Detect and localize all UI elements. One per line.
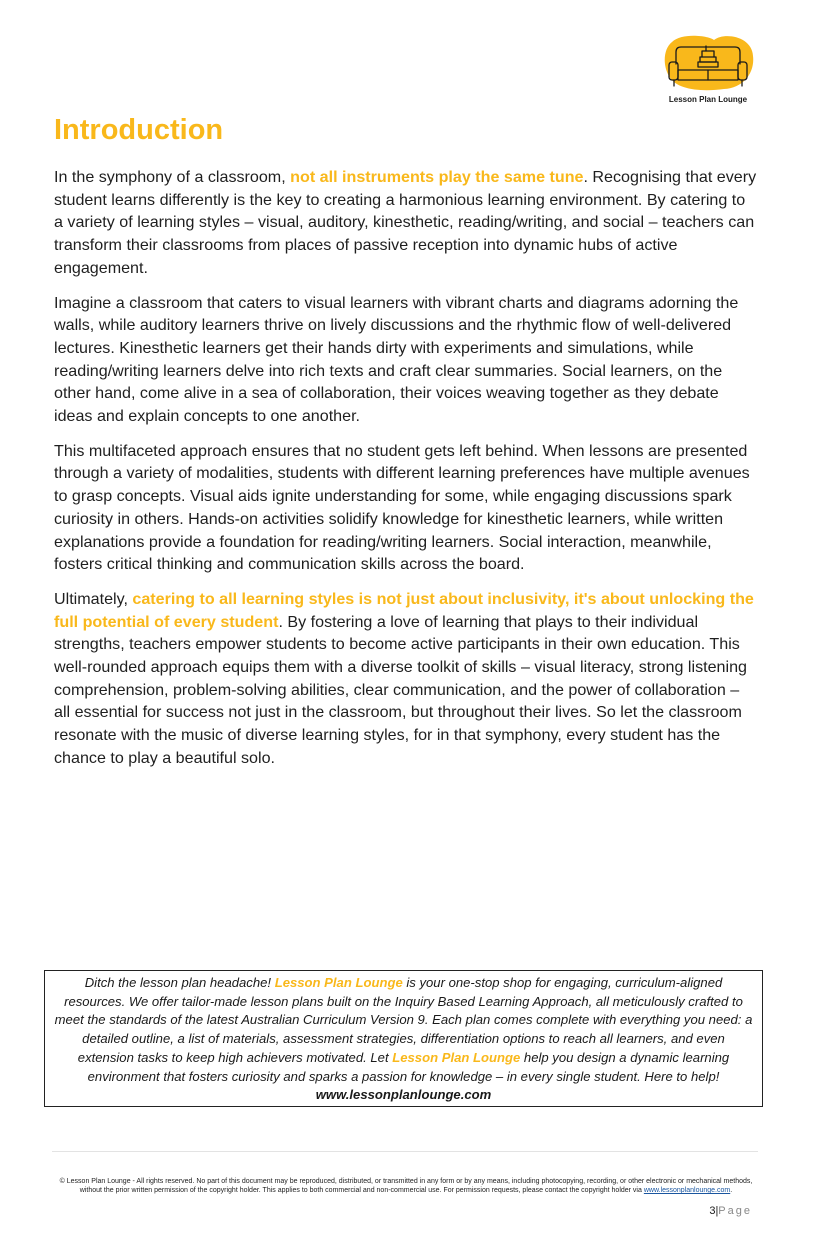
- brand-name: Lesson Plan Lounge: [392, 1049, 521, 1065]
- paragraph-1: [54, 166, 758, 280]
- promo-text: Ditch the lesson plan headache!: [84, 975, 275, 990]
- page-title: Introduction: [54, 114, 224, 146]
- paragraph-text: . By fostering a love of learning that plays to their individual strengths, teachers empower students to become active participants in their own education. This well-rounded approach equips them with a diverse toolkit of skills – visual literacy, strong listening comprehension, problem-solving abilities, clear communication, and the power of collaboration – all essential for success not just in the classroom, but throughout their lives. So let the classroom resonate with the music of diverse learning styles, for in that symphony, every student has the chance to play a beautiful solo.: [54, 612, 747, 767]
- copyright-link[interactable]: www.lessonplanlounge.com: [643, 1187, 731, 1195]
- promo-text: is your one-stop shop for engaging, curriculum-aligned resources. We offer tailor-made lesson plans built on the Inquiry Based Learning Approach, all meticulously crafted to meet the standards of the latest Australian Curriculum Version 9. Each plan comes complete with everything you need: a detailed outline, a list of materials, assessment strategies, differentiation options to reach all learners, and even extension tasks to keep high achievers motivated. Let: [54, 975, 753, 1065]
- body-content: [54, 166, 758, 782]
- paragraph-text: Ultimately,: [54, 589, 133, 608]
- highlight-text: catering to all learning styles is not just about inclusivity, it's about unlocking the full potential of every student: [54, 589, 754, 631]
- copyright-text: © Lesson Plan Lounge - All rights reserved. No part of this document may be reproduced, distributed, or transmitted in any form or by any means, including photocopying, recording, or other electronic or mechanical methods, without the prior written permission of the copyright holder. This applies to both commercial and non-commercial use. For permission requests, please contact the copyright holder via: [59, 1178, 753, 1195]
- paragraph-text: In the symphony of a classroom,: [54, 168, 291, 186]
- brand-name: Lesson Plan Lounge: [274, 975, 403, 990]
- page-number-value: 3: [709, 1205, 716, 1217]
- copyright-notice: [54, 1177, 758, 1196]
- armchair-with-books-icon: [662, 34, 756, 94]
- promo-box: [44, 970, 763, 1107]
- page-separator: |: [715, 1205, 719, 1217]
- paragraph-4: [54, 588, 758, 770]
- paragraph-2: Imagine a classroom that caters to visual learners with vibrant charts and diagrams adorning the walls, while auditory learners thrive on lively discussions and the rhythmic flow of well-delivered lectures. Kinesthetic learners get their hands dirty with experiments and simulations, while reading/writing learners delve into rich texts and craft clear summaries. Social learners, on the other hand, come alive in a sea of collaboration, their voices weaving together as they debate ideas and explain concepts to one another.: [54, 293, 739, 426]
- paragraph-text: . Recognising that every student learns differently is the key to creating a harmonious learning environment. By catering to a variety of learning styles – visual, auditory, kinesthetic, reading/writing, and social – teachers can transform their classrooms from places of passive reception into dynamic hubs of active engagement.: [54, 168, 757, 277]
- page-label: Page: [718, 1205, 752, 1217]
- website-url: www.lessonplanlounge.com: [315, 1087, 492, 1103]
- highlight-text: not all instruments play the same tune: [290, 168, 584, 186]
- logo-text: Lesson Plan Lounge: [668, 95, 748, 104]
- page-number: [680, 1205, 752, 1217]
- footer-divider: [52, 1151, 758, 1152]
- copyright-end: .: [730, 1187, 733, 1195]
- paragraph-3: This multifaceted approach ensures that no student gets left behind. When lessons are presented through a variety of modalities, students with different learning preferences have multiple avenues to grasp concepts. Visual aids ignite understanding for some, while engaging discussions spark curiosity in others. Hands-on activities solidify knowledge for kinesthetic learners, while written explanations provide a foundation for reading/writing learners. Social interaction, meanwhile, fosters critical thinking and communication skills across the board.: [54, 441, 750, 574]
- brand-logo: [662, 34, 756, 108]
- promo-text: help you design a dynamic learning environment that fosters curiosity and sparks a passion for knowledge – in every single student. Here to help!: [87, 1049, 730, 1084]
